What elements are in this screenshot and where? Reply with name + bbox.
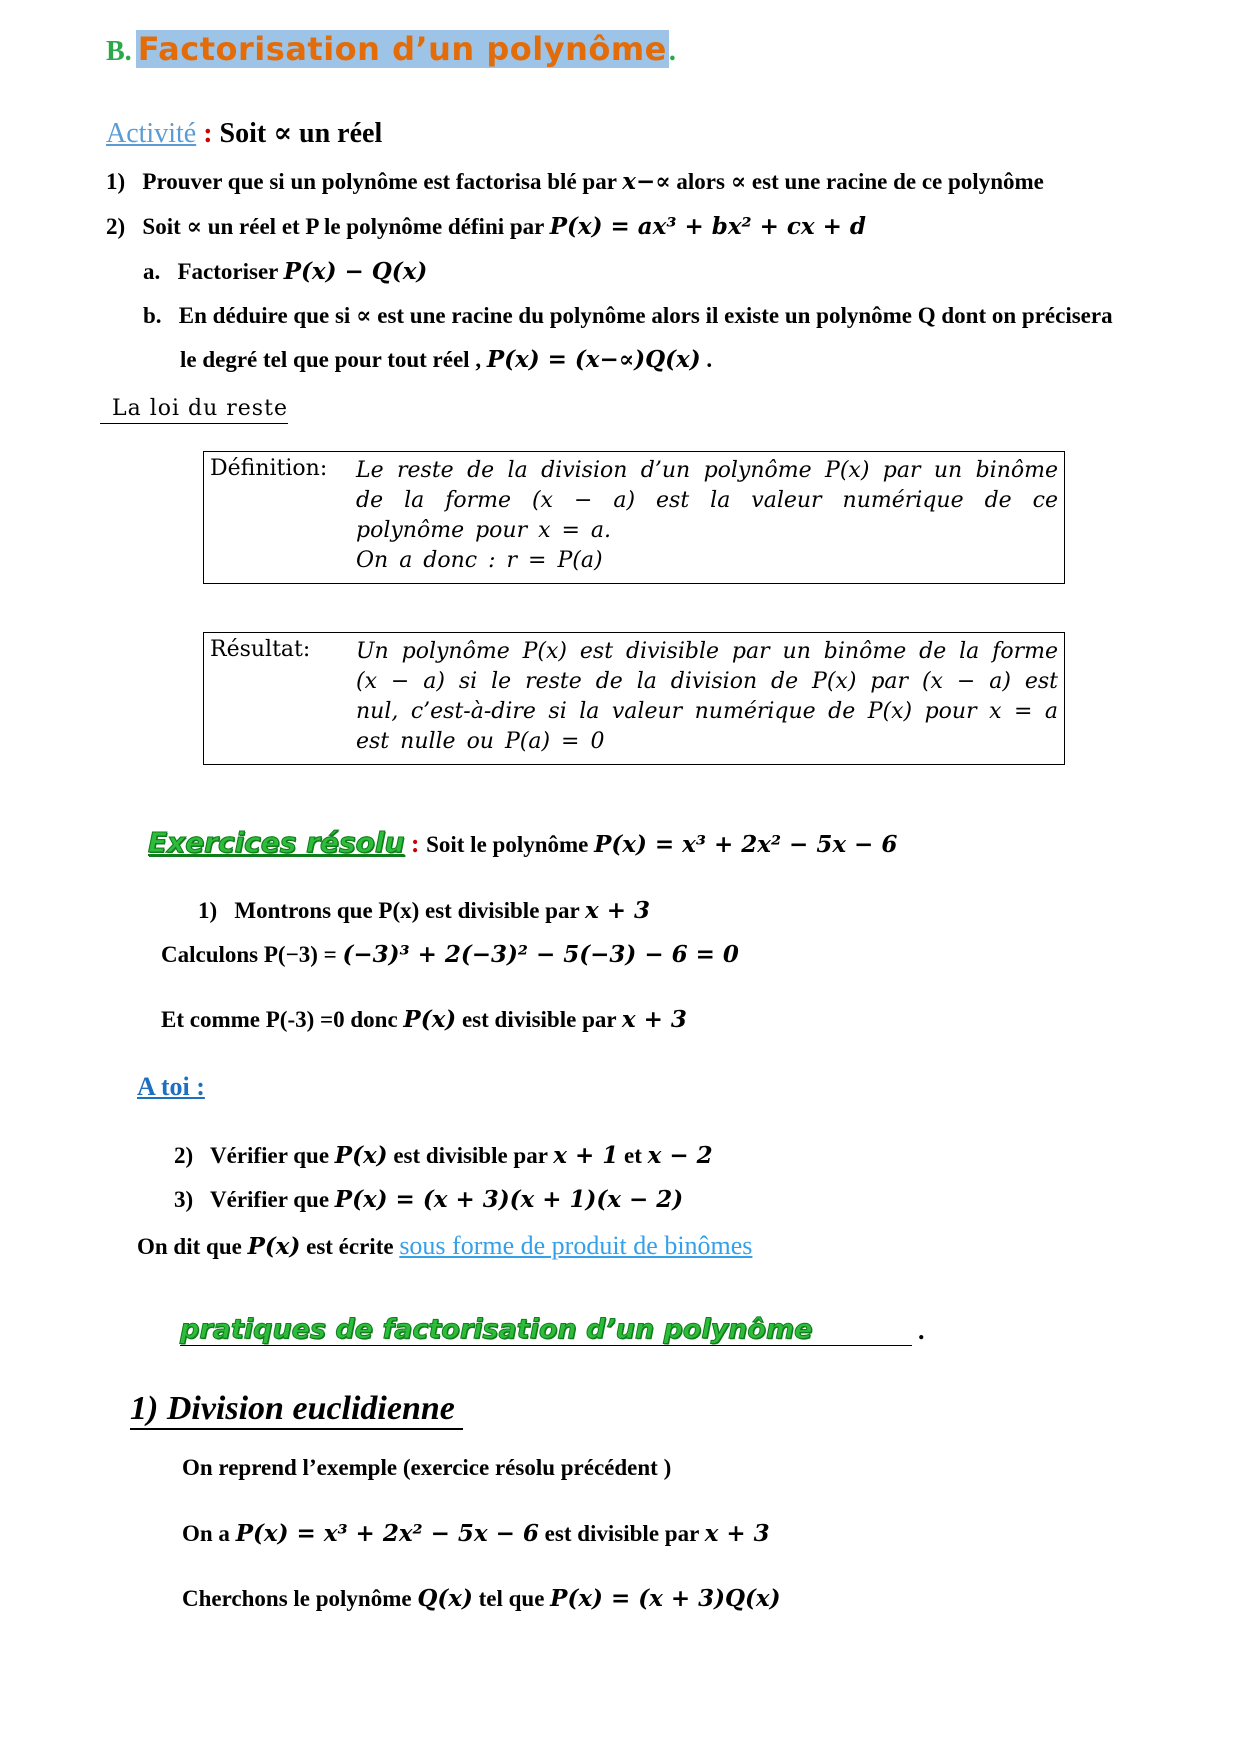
calc-math: (−3)³ + 2(−3)² − 5(−3) − 6 = 0 (342, 941, 739, 968)
section-heading (106, 30, 676, 68)
exercice-conclusion (161, 1006, 687, 1033)
definition-formula: On a donc : r = P(a) (356, 548, 603, 573)
line-text-2: tel que (472, 1586, 551, 1611)
line-math-2: x + 3 (704, 1520, 770, 1547)
exercice-text: Soit le polynôme (426, 832, 595, 857)
item-math: P(x) = (x + 3)(x + 1)(x − 2) (334, 1186, 684, 1213)
exercice-label: Exercices résolu (148, 826, 405, 859)
sub-math: P(x) − Q(x) (283, 258, 428, 285)
line-text-2: est divisible par (538, 1521, 705, 1546)
division-title: 1) Division euclidienne (130, 1390, 463, 1430)
item-number: 3) (174, 1187, 194, 1212)
item-math-2: x + 1 (553, 1142, 619, 1169)
activite-sub-a (143, 258, 427, 285)
activite-title: Soit ∝ un réel (219, 118, 383, 149)
definition-text (356, 456, 1058, 576)
section-letter: B. (106, 36, 132, 67)
pratiques-title: pratiques de factorisation d’un polynôme (180, 1314, 813, 1345)
definition-body: Le reste de la division d’un polynôme P(x) par un binôme de la forme (x − a) est la valeur numérique de ce polynôme pour x = a. (356, 458, 1058, 543)
exercice-polynomial: P(x) = x³ + 2x² − 5x − 6 (594, 831, 898, 858)
line-math: P(x) = x³ + 2x² − 5x − 6 (235, 1520, 539, 1547)
sub-math: P(x) = (x−∝)Q(x) (486, 346, 701, 373)
item-text-2: alors ∝ est une racine de ce polynôme (670, 169, 1044, 194)
division-line-2 (182, 1520, 770, 1547)
loi-title: La loi du reste (100, 396, 288, 424)
activite-label[interactable]: Activité (106, 118, 197, 149)
exercice-step-1 (198, 897, 650, 924)
sub-number: b. (143, 303, 162, 328)
item-number: 2) (106, 214, 126, 239)
pratiques-period: . (918, 1316, 925, 1345)
division-line-1: On reprend l’exemple (exercice résolu précédent ) (182, 1455, 672, 1480)
item-text-2: est divisible par (387, 1143, 554, 1168)
activite-heading (106, 116, 382, 150)
item-text: Vérifier que (210, 1187, 335, 1212)
item-text: Soit ∝ un réel et P le polynôme défini par (142, 214, 550, 239)
sub-text: Factoriser (177, 259, 284, 284)
sub-text: En déduire que si ∝ est une racine du polynôme alors il existe un polynôme Q dont on précisera (178, 303, 1113, 328)
conclusion-text: Et comme P(-3) =0 donc (161, 1007, 404, 1032)
line-text: Cherchons le polynôme (182, 1586, 418, 1611)
pratiques-heading (180, 1314, 912, 1346)
item-math: x−∝ (622, 168, 671, 195)
activite-sub-b (143, 302, 1113, 329)
exercice-colon: : (404, 829, 427, 858)
activite-item-2 (106, 213, 866, 240)
item-text: Prouver que si un polynôme est factorisa blé par (142, 169, 623, 194)
section-title: Factorisation d’un polynôme (137, 30, 667, 68)
step-text: Montrons que P(x) est divisible par (234, 898, 585, 923)
on-dit-text-2: est écrite (300, 1234, 400, 1259)
resultat-box (203, 632, 1065, 765)
activite-item-1 (106, 168, 1044, 195)
resultat-text: Un polynôme P(x) est divisible par un binôme de la forme (x − a) si le reste de la division de P(x) par (x − a) est nul, c’est-à-dire si la valeur numérique de P(x) pour x = a est nulle ou P(a) = 0 (356, 639, 1058, 754)
item-math-3: x − 2 (647, 1142, 713, 1169)
on-dit-math: P(x) (247, 1233, 301, 1260)
sub-number: a. (143, 259, 161, 284)
item-number: 1) (106, 169, 126, 194)
conclusion-math-2: x + 3 (621, 1006, 687, 1033)
exercice-heading (148, 826, 897, 859)
step-number: 1) (198, 898, 218, 923)
a-toi-item-3 (174, 1186, 683, 1213)
conclusion-math: P(x) (403, 1006, 457, 1033)
line-text: On a (182, 1521, 236, 1546)
conclusion-text-2: est divisible par (456, 1007, 622, 1032)
section-period: . (668, 36, 676, 67)
step-math: x + 3 (584, 897, 650, 924)
calc-text: Calculons P(−3) = (161, 942, 343, 967)
item-math: P(x) (334, 1142, 388, 1169)
item-text-3: et (618, 1143, 648, 1168)
a-toi-item-2 (174, 1142, 713, 1169)
definition-label: Définition: (210, 456, 328, 481)
item-number: 2) (174, 1143, 194, 1168)
line-math-2: P(x) = (x + 3)Q(x) (550, 1585, 781, 1612)
line-math: Q(x) (417, 1585, 473, 1612)
on-dit-text: On dit que (137, 1234, 248, 1259)
division-line-3 (182, 1585, 781, 1612)
resultat-label: Résultat: (210, 637, 311, 662)
sub-text: le degré tel que pour tout réel , (180, 347, 487, 372)
activite-sub-b-line2 (180, 346, 712, 373)
definition-box (203, 451, 1065, 584)
item-text: Vérifier que (210, 1143, 335, 1168)
product-binomes-link[interactable]: sous forme de produit de binômes (399, 1231, 753, 1260)
a-toi-label: A toi : (137, 1072, 205, 1101)
activite-colon: : (196, 118, 220, 149)
sub-end: . (700, 347, 713, 372)
on-dit-line (137, 1231, 752, 1261)
item-math: P(x) = ax³ + bx² + cx + d (549, 213, 866, 240)
exercice-calc (161, 941, 739, 968)
